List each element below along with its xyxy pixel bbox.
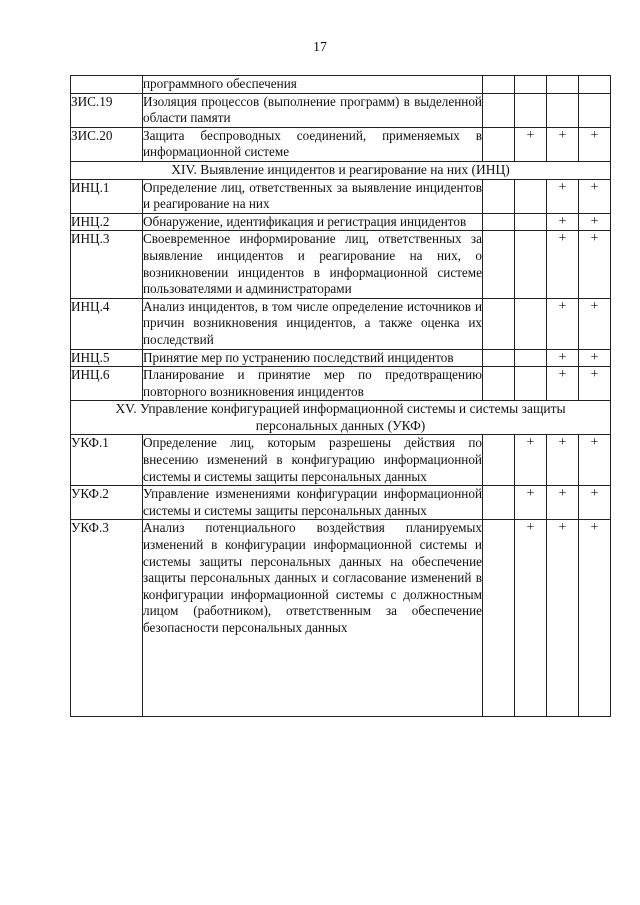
protection-level-1-mark [483,76,515,94]
protection-level-3-mark [547,76,579,94]
protection-level-3-mark: + [547,179,579,213]
protection-level-2-mark [515,367,547,401]
table-row [71,486,611,520]
protection-level-1-mark [483,486,515,520]
protection-level-4-mark: + [579,213,611,231]
table-row [71,127,611,161]
protection-level-3-mark [547,93,579,127]
page-number: 17 [313,40,327,55]
security-measures-table [70,75,611,717]
protection-level-2-mark: + [515,520,547,717]
protection-level-4-mark: + [579,231,611,298]
protection-level-4-mark: + [579,298,611,349]
protection-level-1-mark [483,349,515,367]
protection-level-4-mark [579,76,611,94]
section-header-row [71,161,611,179]
measure-description: Своевременное информирование лиц, ответственных за выявление инцидентов и реагирование на них, о возникновении инцидентов в информационной системе пользователями и администраторами [143,231,483,298]
measure-description: Анализ потенциального воздействия планируемых изменений в конфигурации информационной системы и системы защиты персональных данных на обеспечение защиты персональных данных и согласование изменений в конфигурации информационной системы с должностным лицом (работником), ответственным за обеспечение безопасности персональных данных [143,520,483,717]
protection-level-1-mark [483,367,515,401]
measure-code: ИНЦ.6 [71,367,143,401]
protection-level-2-mark [515,179,547,213]
protection-level-4-mark [579,93,611,127]
protection-level-4-mark: + [579,349,611,367]
protection-level-2-mark [515,349,547,367]
protection-level-4-mark: + [579,127,611,161]
measure-description: Изоляция процессов (выполнение программ) в выделенной области памяти [143,93,483,127]
protection-level-1-mark [483,435,515,486]
measure-code: ЗИС.20 [71,127,143,161]
table-row [71,520,611,717]
measure-description: программного обеспечения [143,76,483,94]
table-row [71,231,611,298]
protection-level-2-mark [515,231,547,298]
section-title: XV. Управление конфигурацией информационной системы и системы защиты персональных данных (УКФ) [71,401,611,435]
protection-level-3-mark: + [547,520,579,717]
table-row [71,367,611,401]
measure-description: Принятие мер по устранению последствий инцидентов [143,349,483,367]
measure-code: ИНЦ.5 [71,349,143,367]
measure-code: ИНЦ.2 [71,213,143,231]
measure-code [71,76,143,94]
measure-code: УКФ.1 [71,435,143,486]
protection-level-4-mark: + [579,486,611,520]
protection-level-1-mark [483,179,515,213]
protection-level-2-mark: + [515,435,547,486]
measure-description: Управление изменениями конфигурации информационной системы и системы защиты персональных данных [143,486,483,520]
protection-level-3-mark: + [547,349,579,367]
protection-level-2-mark: + [515,127,547,161]
protection-level-4-mark: + [579,435,611,486]
protection-level-3-mark: + [547,127,579,161]
measure-code: ИНЦ.1 [71,179,143,213]
protection-level-2-mark [515,76,547,94]
protection-level-3-mark: + [547,435,579,486]
table-row [71,349,611,367]
measure-description: Анализ инцидентов, в том числе определение источников и причин возникновения инцидентов, а также оценка их последствий [143,298,483,349]
table-row [71,213,611,231]
table-row [71,435,611,486]
measure-description: Определение лиц, ответственных за выявление инцидентов и реагирование на них [143,179,483,213]
table-row [71,179,611,213]
measure-code: ЗИС.19 [71,93,143,127]
protection-level-4-mark: + [579,179,611,213]
measure-description: Планирование и принятие мер по предотвращению повторного возникновения инцидентов [143,367,483,401]
protection-level-4-mark: + [579,520,611,717]
protection-level-2-mark [515,213,547,231]
section-header-row [71,401,611,435]
table-row [71,76,611,94]
protection-level-3-mark: + [547,367,579,401]
protection-level-3-mark: + [547,213,579,231]
measure-code: УКФ.2 [71,486,143,520]
measure-code: ИНЦ.4 [71,298,143,349]
measure-description: Обнаружение, идентификация и регистрация инцидентов [143,213,483,231]
table-row [71,93,611,127]
protection-level-4-mark: + [579,367,611,401]
measure-description: Определение лиц, которым разрешены действия по внесению изменений в конфигурацию информационной системы и системы защиты персональных данных [143,435,483,486]
protection-level-2-mark [515,93,547,127]
protection-level-1-mark [483,520,515,717]
measure-code: УКФ.3 [71,520,143,717]
protection-level-3-mark: + [547,231,579,298]
measure-code: ИНЦ.3 [71,231,143,298]
protection-level-1-mark [483,127,515,161]
protection-level-1-mark [483,231,515,298]
protection-level-2-mark [515,298,547,349]
protection-level-3-mark: + [547,486,579,520]
measure-description: Защита беспроводных соединений, применяемых в информационной системе [143,127,483,161]
protection-level-1-mark [483,298,515,349]
protection-level-3-mark: + [547,298,579,349]
protection-level-2-mark: + [515,486,547,520]
section-title: XIV. Выявление инцидентов и реагирование на них (ИНЦ) [71,161,611,179]
table-row [71,298,611,349]
protection-level-1-mark [483,93,515,127]
protection-level-1-mark [483,213,515,231]
